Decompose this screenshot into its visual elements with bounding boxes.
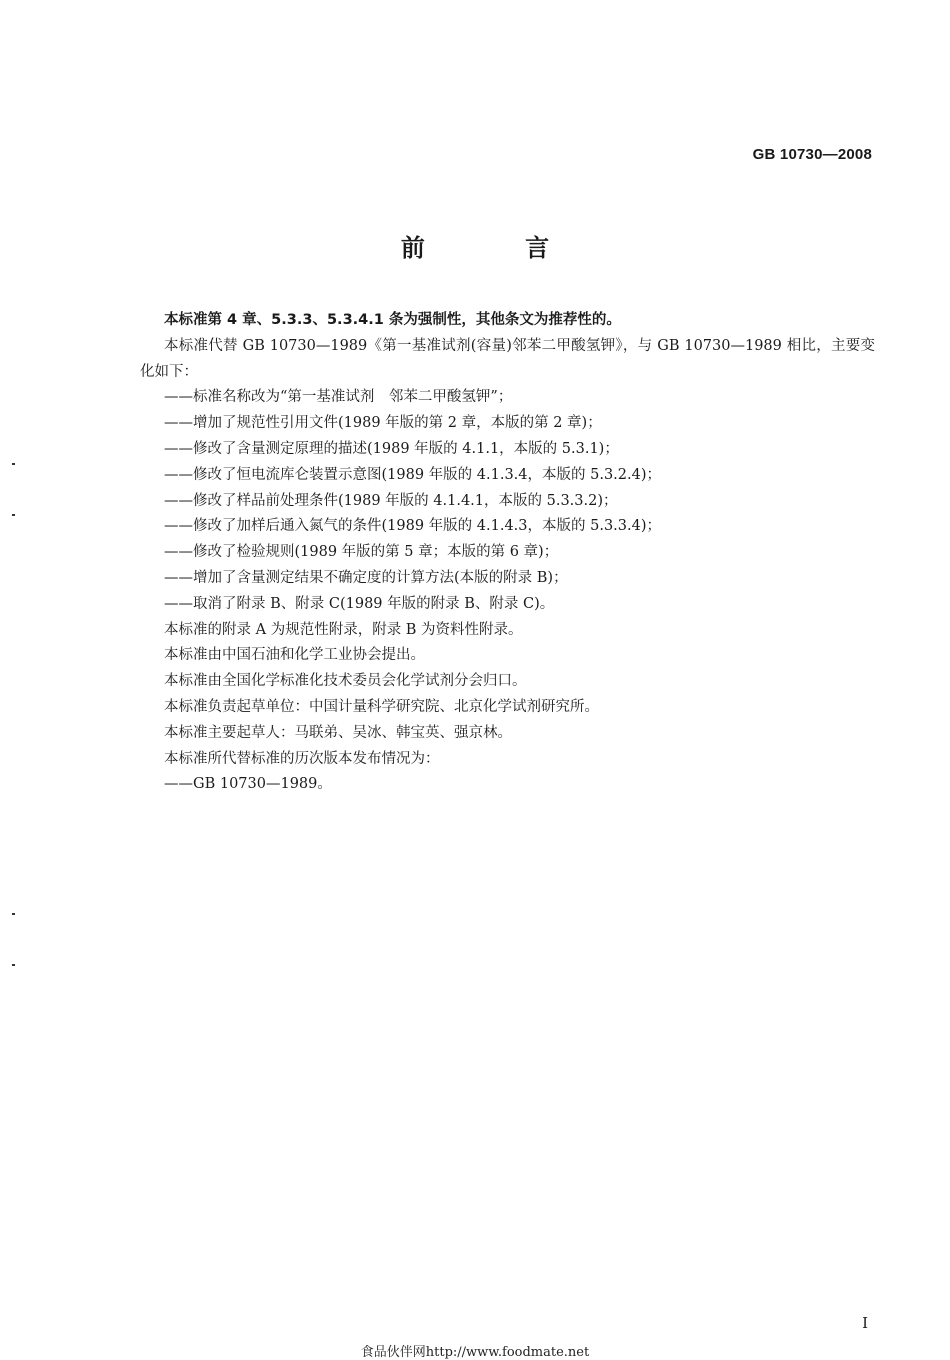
paragraph-mandatory-clauses: 本标准第 4 章、5.3.3、5.3.4.1 条为强制性，其他条文为推荐性的。 xyxy=(164,312,621,328)
standard-code: GB 10730—2008 xyxy=(752,146,872,163)
paragraph-committee: 本标准由全国化学标准化技术委员会化学试剂分会归口。 xyxy=(164,673,527,690)
change-item: ——修改了含量测定原理的描述(1989 年版的 4.1.1，本版的 5.3.1)； xyxy=(164,440,619,457)
scan-mark xyxy=(12,964,15,966)
document-body xyxy=(140,308,875,798)
history-item: ——GB 10730—1989。 xyxy=(164,776,332,793)
scan-mark xyxy=(12,913,15,915)
paragraph-proposer: 本标准由中国石油和化学工业协会提出。 xyxy=(164,647,425,664)
page-title: 前 言 xyxy=(400,234,596,262)
page-number: I xyxy=(862,1314,868,1332)
paragraph-drafting-units: 本标准负责起草单位：中国计量科学研究院、北京化学试剂研究所。 xyxy=(164,698,599,715)
change-item: ——修改了恒电流库仑装置示意图(1989 年版的 4.1.3.4，本版的 5.3.2.4)； xyxy=(164,466,661,483)
footer-watermark: 食品伙伴网http://www.foodmate.net xyxy=(360,1345,590,1360)
change-item: ——修改了检验规则(1989 年版的第 5 章；本版的第 6 章)； xyxy=(164,544,559,561)
change-item: ——增加了规范性引用文件(1989 年版的第 2 章，本版的第 2 章)； xyxy=(164,415,602,432)
change-item: ——修改了加样后通入氮气的条件(1989 年版的 4.1.4.3，本版的 5.3.3.4)； xyxy=(164,518,661,535)
paragraph-appendix: 本标准的附录 A 为规范性附录，附录 B 为资料性附录。 xyxy=(164,621,523,638)
scan-mark xyxy=(12,514,15,516)
change-item: ——修改了样品前处理条件(1989 年版的 4.1.4.1，本版的 5.3.3.2)； xyxy=(164,492,618,509)
paragraph-replacement: 本标准代替 GB 10730—1989《第一基准试剂(容量)邻苯二甲酸氢钾》，与 GB 10730—1989 相比，主要变化如下： xyxy=(140,337,875,380)
paragraph-drafters: 本标准主要起草人：马联弟、吴冰、韩宝英、强京林。 xyxy=(164,724,512,741)
paragraph-history: 本标准所代替标准的历次版本发布情况为： xyxy=(164,750,440,767)
change-item: ——取消了附录 B、附录 C(1989 年版的附录 B、附录 C)。 xyxy=(164,595,555,612)
change-item: ——标准名称改为“第一基准试剂 邻苯二甲酸氢钾”； xyxy=(164,389,513,406)
change-item: ——增加了含量测定结果不确定度的计算方法(本版的附录 B)； xyxy=(164,569,568,586)
scan-mark xyxy=(12,463,15,465)
